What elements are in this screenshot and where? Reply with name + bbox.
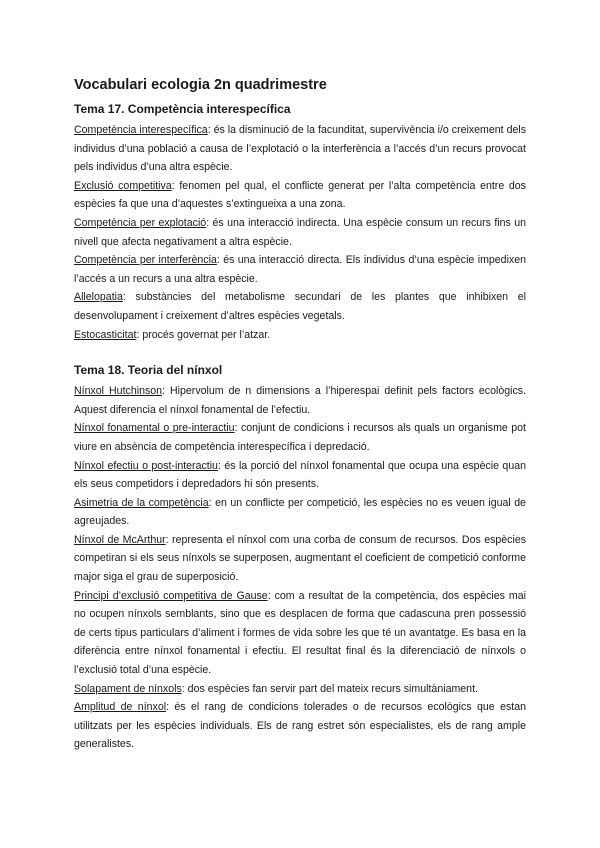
- vocab-definition: és una interacció indirecta. Una espècie consum un recurs fins un nivell que afecta negativament a altra espècie.: [74, 216, 526, 248]
- vocab-term: Allelopatia: [74, 291, 123, 304]
- vocab-entry: [74, 251, 526, 288]
- vocab-term-colon: :: [136, 328, 140, 341]
- vocab-entry: [74, 177, 526, 214]
- section-heading: Tema 17. Competència interespecífica: [74, 102, 291, 116]
- vocab-term-colon: :: [181, 682, 185, 695]
- vocab-definition: és el rang de condicions tolerades o de recursos ecològics que estan utilitzats per les espècies individuals. Els de rang estret són especialistes, els de rang ample generalistes.: [74, 701, 526, 751]
- vocab-term: Nínxol de McArthur: [74, 533, 166, 546]
- vocab-definition: fenomen pel qual, el conflicte generat per l’alta competència entre dos espècies fa que una d’aquestes s’extingueixa a una zona.: [74, 179, 526, 211]
- vocab-entry: [74, 121, 526, 177]
- vocab-term: Competència per explotació: [74, 216, 207, 229]
- vocab-entry: [74, 457, 526, 494]
- vocab-term-colon: :: [171, 179, 175, 192]
- vocab-term-colon: :: [234, 422, 238, 435]
- vocab-term: Principi d’exclusió competitiva de Gause: [74, 589, 268, 602]
- vocab-entry: [74, 531, 526, 587]
- vocab-term-colon: :: [217, 459, 221, 472]
- vocab-term: Nínxol efectiu o post-interactiu: [74, 459, 218, 472]
- vocab-term-colon: :: [166, 701, 170, 714]
- vocab-term: Amplitud de nínxol: [74, 701, 167, 714]
- vocab-term: Asimetria de la competència: [74, 496, 209, 509]
- section-tema-17: [74, 101, 526, 344]
- vocab-definition: en un conflicte per competició, les espècies no es veuen igual de agreujades.: [74, 496, 526, 528]
- vocab-entry: [74, 326, 526, 345]
- vocab-term: Solapament de nínxols: [74, 682, 182, 695]
- vocab-term-colon: :: [208, 496, 212, 509]
- vocab-entry: [74, 419, 526, 456]
- vocab-entry: [74, 214, 526, 251]
- vocab-definition: és la disminució de la facunditat, supervivència i/o creixement dels individus d’una població a causa de l’explotació o la interferència a l’accés d’un recurs provocat pels individus d’una altra espècie.: [74, 124, 526, 174]
- vocab-entry: [74, 587, 526, 680]
- vocab-term: Nínxol fonamental o pre-interactiu: [74, 422, 235, 435]
- vocab-term: Competència per interferència: [74, 254, 217, 267]
- vocab-entry: [74, 494, 526, 531]
- vocab-definition: substàncies del metabolisme secundari de les plantes que inhibixen el desenvolupament i creixement d’altres espècies vegetals.: [74, 291, 526, 322]
- vocab-term-colon: :: [206, 216, 210, 229]
- vocab-term-colon: :: [165, 533, 169, 546]
- vocab-definition: dos espècies fan servir part del mateix recurs simultàniament.: [184, 682, 478, 695]
- vocab-definition: procés governat per l’atzar.: [139, 328, 271, 341]
- vocab-entry: [74, 680, 526, 699]
- vocab-definition: és una interacció directa. Els individus d’una espècie impedixen l’accés a un recurs a una altra espècie.: [74, 254, 527, 285]
- vocab-term: Competència interespecífica: [74, 124, 208, 136]
- vocab-term-colon: :: [267, 589, 271, 602]
- document-title: Vocabulari ecologia 2n quadrimestre: [74, 77, 327, 93]
- vocab-definition: és la porció del nínxol fonamental que ocupa una espècie quan els seus competidors i depredadors hi són presents.: [74, 459, 527, 491]
- section-tema-18: [74, 362, 526, 754]
- section-heading: Tema 18. Teoria del nínxol: [74, 363, 223, 378]
- vocab-term: Estocasticitat: [74, 328, 137, 341]
- vocab-definition: com a resultat de la competència, dos espècies mai no ocupen nínxols semblants, sino que es desplacen de forma que cadascuna pren possessió de certs tipus particulars d’aliment i formes de vida sobre les que té un avantatge. Es basa en la diferència entre nínxol fonamental i efectiu. El resultat final és la diferenciació de nínxols o l’exclusió total d’una espècie.: [74, 589, 526, 677]
- vocab-definition: Hipervolum de n dimensions a l’hiperespai definit pels factors ecològics. Aquest diferencia el nínxol fonamental de l’efectiu.: [74, 385, 526, 416]
- vocab-entry: [74, 288, 526, 325]
- vocab-term-colon: :: [216, 254, 220, 267]
- document-content: [74, 76, 526, 754]
- vocab-definition: conjunt de condicions i recursos als quals un organisme pot viure en absència de competència interespecífica i depredació.: [74, 422, 526, 453]
- vocab-entry: [74, 698, 526, 754]
- vocab-term-colon: :: [122, 291, 126, 304]
- vocab-term: Exclusió competitiva: [74, 179, 172, 192]
- vocab-term-colon: :: [207, 124, 211, 136]
- vocab-definition: representa el nínxol com una corba de consum de recursos. Dos espècies competiran si els seus nínxols se superposen, augmentant el coeficient de competició conforme major siga el grau de superposició.: [74, 533, 527, 584]
- vocab-term-colon: :: [162, 385, 165, 398]
- vocab-term: Nínxol Hutchinson: [74, 385, 163, 398]
- vocab-entry: [74, 382, 526, 419]
